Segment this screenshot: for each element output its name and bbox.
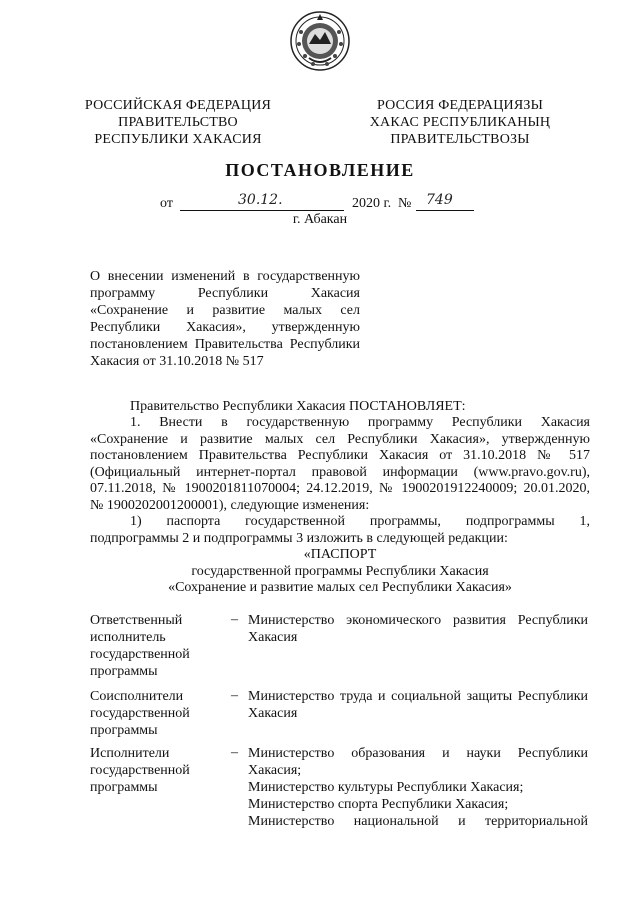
number-sign: № (398, 196, 412, 211)
passport-row-dash: – (231, 688, 238, 703)
body-line: (Официальный интернет-портал правовой информации (www.pravo.gov.ru), (90, 464, 590, 480)
passport-row-label (90, 612, 220, 680)
value-line: Министерство национальной и территориальной (248, 814, 588, 829)
header-left-line: ПРАВИТЕЛЬСТВО (118, 115, 238, 130)
date-prefix: от (160, 196, 173, 211)
header-right-line: РОССИЯ ФЕДЕРАЦИЯЗЫ (376, 98, 544, 113)
value-line: Хакасия; (248, 763, 302, 778)
passport-title-line: «ПАСПОРТ (303, 547, 377, 562)
body-line: подпрограммы 2 и подпрограммы 3 изложить в следующей редакции: (90, 530, 508, 546)
body-paragraph-1: Правительство Республики Хакасия ПОСТАНОВЛЯЕТ: (130, 399, 466, 414)
body-line: 07.11.2018, № 1900201811070004; 24.12.2019, № 1900201912240009; 20.01.2020, (90, 481, 590, 496)
label-line: исполнитель (90, 630, 166, 645)
header-right-line: ХАКАС РЕСПУБЛИКАНЫҢ (369, 115, 551, 130)
header-right-line: ПРАВИТЕЛЬСТВОЗЫ (390, 132, 530, 147)
body-line: 1. Внести в государственную программу Республики Хакасия (130, 415, 590, 430)
body-line: постановлением Правительства Республики Хакасия от 31.10.2018 № 517 (90, 448, 590, 463)
passport-row-label (90, 745, 220, 796)
header-right (360, 97, 560, 148)
label-line: Исполнители (90, 746, 170, 761)
body-line: 1) паспорта государственной программы, подпрограммы 1, (130, 514, 590, 529)
city-name: г. Абакан (292, 212, 348, 227)
value-line: Хакасия (248, 706, 298, 721)
year-label: 2020 г. (352, 196, 392, 211)
value-line: Министерство труда и социальной защиты Республики (248, 689, 588, 704)
header-left-line: РЕСПУБЛИКИ ХАКАСИЯ (94, 132, 262, 147)
body-line: «Сохранение и развитие малых сел Республики Хакасия», утвержденную (90, 431, 590, 447)
label-line: государственной (90, 706, 190, 721)
passport-title-line: «Сохранение и развитие малых сел Республики Хакасия» (168, 580, 512, 595)
header-left (78, 97, 278, 148)
passport-row-value (248, 612, 588, 646)
body-paragraph-2 (90, 415, 590, 514)
label-line: Соисполнители (90, 689, 184, 704)
label-line: программы (90, 664, 158, 679)
body-paragraph-3 (90, 514, 590, 547)
value-line: Хакасия (248, 630, 298, 645)
number-handwritten: 749 (426, 192, 453, 208)
body-line: № 1900202001200001), следующие изменения: (90, 497, 370, 513)
passport-row-dash: – (231, 745, 238, 760)
subject-block: О внесении изменений в государственную программу Республики Хакасия «Сохранение и развитие малых сел Республики Хакасия», утвержденную постановлением Правительства Республики Хакасия от 31.10.2018 № 517 (90, 269, 360, 369)
passport-row-value (248, 745, 588, 830)
label-line: программы (90, 780, 158, 795)
coat-of-arms-emblem (289, 10, 351, 72)
label-line: государственной (90, 647, 190, 662)
passport-row-dash: – (231, 612, 238, 627)
passport-title (90, 547, 590, 597)
value-line: Министерство экономического развития Республики (248, 613, 588, 628)
header-left-line: РОССИЙСКАЯ ФЕДЕРАЦИЯ (84, 98, 272, 113)
date-handwritten: 30.12. (238, 192, 283, 208)
passport-title-line: государственной программы Республики Хакасия (191, 563, 489, 579)
passport-row-label (90, 688, 220, 739)
label-line: государственной (90, 763, 190, 778)
value-line: Министерство образования и науки Республики (248, 746, 588, 761)
label-line: Ответственный (90, 613, 183, 628)
passport-row-value (248, 688, 588, 722)
label-line: программы (90, 723, 158, 738)
value-line: Министерство культуры Республики Хакасия; (248, 780, 524, 795)
document-title: ПОСТАНОВЛЕНИЕ (225, 160, 415, 180)
value-line: Министерство спорта Республики Хакасия; (248, 797, 509, 812)
